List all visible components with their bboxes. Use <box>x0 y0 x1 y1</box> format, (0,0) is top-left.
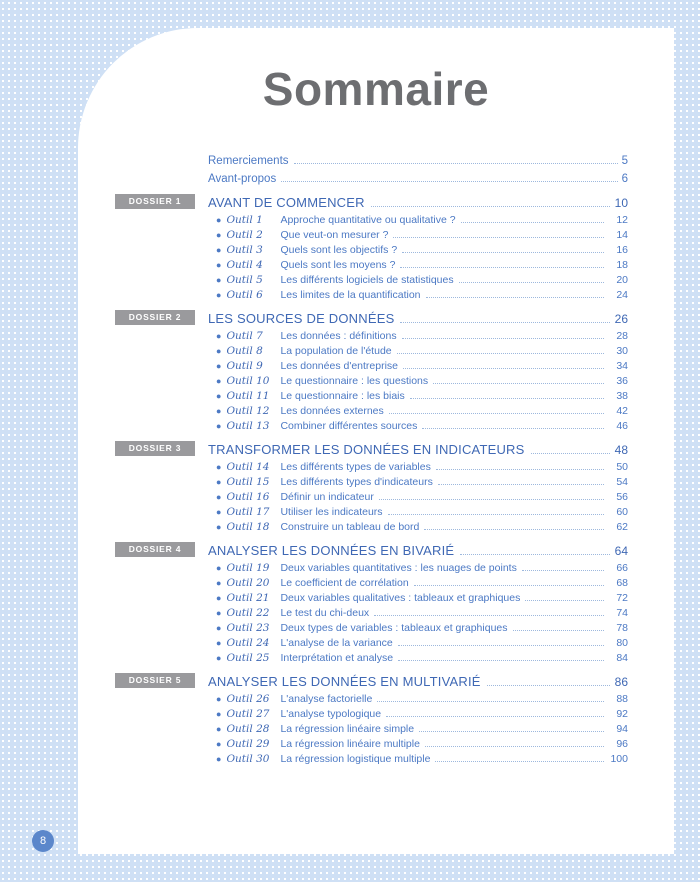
page-title: Sommaire <box>262 63 490 115</box>
leader-dots <box>414 584 604 586</box>
tool-page: 30 <box>616 345 628 357</box>
bullet-icon: ● <box>216 331 222 341</box>
list-item[interactable] <box>208 420 628 432</box>
tool-page: 100 <box>610 753 628 765</box>
list-item[interactable] <box>208 405 628 417</box>
list-item[interactable] <box>208 521 628 533</box>
tool-label: Les différents logiciels de statistiques <box>280 274 454 286</box>
bullet-icon: ● <box>216 260 222 270</box>
list-item[interactable] <box>208 592 628 604</box>
tool-number: Outil 6 <box>226 289 263 301</box>
list-item[interactable] <box>208 360 628 372</box>
tool-number: Outil 16 <box>226 491 270 503</box>
tool-number: Outil 26 <box>226 693 270 705</box>
bullet-icon: ● <box>216 653 222 663</box>
leader-dots <box>398 644 604 646</box>
tool-number: Outil 27 <box>226 708 270 720</box>
toc-entry-avant-propos[interactable] <box>208 173 628 185</box>
bullet-icon: ● <box>216 638 222 648</box>
tool-label: Les différents types d'indicateurs <box>280 476 433 488</box>
tool-label: Deux variables quantitatives : les nuages de points <box>280 562 517 574</box>
dossier-title: AVANT DE COMMENCER <box>208 195 365 210</box>
tool-label: Interprétation et analyse <box>280 652 394 664</box>
bullet-icon: ● <box>216 376 222 386</box>
tool-page: 12 <box>616 214 628 226</box>
tool-number: Outil 5 <box>226 274 263 286</box>
tool-number: Outil 23 <box>226 622 270 634</box>
tool-label: La régression logistique multiple <box>280 753 431 765</box>
list-item[interactable] <box>208 289 628 301</box>
tool-page: 84 <box>616 652 628 664</box>
table-of-contents <box>128 155 628 765</box>
tool-number: Outil 1 <box>226 214 263 226</box>
tool-number: Outil 9 <box>226 360 263 372</box>
page-number: 8 <box>32 830 54 852</box>
tool-label: Construire un tableau de bord <box>280 521 420 533</box>
leader-dots <box>397 352 604 354</box>
leader-dots <box>531 452 610 454</box>
bullet-icon: ● <box>216 522 222 532</box>
tool-page: 56 <box>616 491 628 503</box>
tool-label: Définir un indicateur <box>280 491 374 503</box>
tool-label: Le questionnaire : les questions <box>280 375 429 387</box>
tool-number: Outil 3 <box>226 244 263 256</box>
tool-page: 42 <box>616 405 628 417</box>
tool-label: Quels sont les moyens ? <box>280 259 396 271</box>
leader-dots <box>400 321 609 323</box>
leader-dots <box>425 745 604 747</box>
bullet-icon: ● <box>216 421 222 431</box>
tool-page: 20 <box>616 274 628 286</box>
tool-label: Les différents types de variables <box>280 461 431 473</box>
toc-entry-label: Remerciements <box>208 155 289 167</box>
dossier-page: 64 <box>614 544 628 558</box>
dossier-title: TRANSFORMER LES DONNÉES EN INDICATEURS <box>208 442 525 457</box>
leader-dots <box>461 221 604 223</box>
leader-dots <box>436 468 604 470</box>
toc-entry-page: 6 <box>621 173 628 185</box>
tool-number: Outil 19 <box>226 562 270 574</box>
leader-dots <box>398 659 604 661</box>
list-item[interactable] <box>208 753 628 765</box>
tool-label: Approche quantitative ou qualitative ? <box>280 214 456 226</box>
dossier-section-5 <box>128 674 628 765</box>
leader-dots <box>379 498 604 500</box>
dossier-title: ANALYSER LES DONNÉES EN BIVARIÉ <box>208 543 455 558</box>
tool-label: La population de l'étude <box>280 345 392 357</box>
leader-dots <box>487 684 610 686</box>
list-item[interactable] <box>208 577 628 589</box>
bullet-icon: ● <box>216 694 222 704</box>
list-item[interactable] <box>208 607 628 619</box>
dossier-badge: DOSSIER 5 <box>115 673 195 688</box>
leader-dots <box>388 513 604 515</box>
dossier-header[interactable] <box>128 674 628 690</box>
tool-number: Outil 8 <box>226 345 263 357</box>
tool-label: Que veut-on mesurer ? <box>280 229 389 241</box>
bullet-icon: ● <box>216 608 222 618</box>
dossier-badge: DOSSIER 4 <box>115 542 195 557</box>
leader-dots <box>424 528 604 530</box>
leader-dots <box>402 251 604 253</box>
tool-number: Outil 7 <box>226 330 263 342</box>
toc-entry-remerciements[interactable] <box>208 155 628 167</box>
tool-page: 14 <box>616 229 628 241</box>
tool-page: 92 <box>616 708 628 720</box>
tool-number: Outil 10 <box>226 375 270 387</box>
list-item[interactable] <box>208 693 628 705</box>
bullet-icon: ● <box>216 215 222 225</box>
tool-page: 16 <box>616 244 628 256</box>
list-item[interactable] <box>208 506 628 518</box>
tool-number: Outil 20 <box>226 577 270 589</box>
bullet-icon: ● <box>216 245 222 255</box>
tool-number: Outil 28 <box>226 723 270 735</box>
dossier-header[interactable] <box>128 543 628 559</box>
dossier-page: 48 <box>614 443 628 457</box>
tool-label: Deux types de variables : tableaux et graphiques <box>280 622 508 634</box>
tool-number: Outil 24 <box>226 637 270 649</box>
tool-page: 66 <box>616 562 628 574</box>
tool-label: Les données d'entreprise <box>280 360 399 372</box>
tool-number: Outil 4 <box>226 259 263 271</box>
tool-label: Utiliser les indicateurs <box>280 506 383 518</box>
dossier-section-4 <box>128 543 628 664</box>
tool-number: Outil 13 <box>226 420 270 432</box>
dossier-section-1 <box>128 195 628 301</box>
tool-number: Outil 22 <box>226 607 270 619</box>
leader-dots <box>522 569 604 571</box>
dossier-header[interactable] <box>128 195 628 211</box>
tool-label: Les limites de la quantification <box>280 289 421 301</box>
bullet-icon: ● <box>216 593 222 603</box>
bullet-icon: ● <box>216 754 222 764</box>
tool-page: 38 <box>616 390 628 402</box>
tool-page: 88 <box>616 693 628 705</box>
leader-dots <box>403 367 604 369</box>
leader-dots <box>419 730 604 732</box>
tool-number: Outil 25 <box>226 652 270 664</box>
dossier-badge: DOSSIER 3 <box>115 441 195 456</box>
tool-number: Outil 29 <box>226 738 270 750</box>
list-item[interactable] <box>208 652 628 664</box>
dossier-badge: DOSSIER 1 <box>115 194 195 209</box>
list-item[interactable] <box>208 461 628 473</box>
list-item[interactable] <box>208 244 628 256</box>
bullet-icon: ● <box>216 361 222 371</box>
toc-entry-label: Avant-propos <box>208 173 277 185</box>
leader-dots <box>281 180 617 182</box>
list-item[interactable] <box>208 622 628 634</box>
bullet-icon: ● <box>216 275 222 285</box>
tool-page: 96 <box>616 738 628 750</box>
tool-page: 54 <box>616 476 628 488</box>
tool-number: Outil 17 <box>226 506 270 518</box>
tool-page: 60 <box>616 506 628 518</box>
leader-dots <box>438 483 604 485</box>
dossier-badge: DOSSIER 2 <box>115 310 195 325</box>
tool-label: Quels sont les objectifs ? <box>280 244 398 256</box>
list-item[interactable] <box>208 330 628 342</box>
bullet-icon: ● <box>216 346 222 356</box>
tool-number: Outil 30 <box>226 753 270 765</box>
tool-page: 50 <box>616 461 628 473</box>
bullet-icon: ● <box>216 563 222 573</box>
leader-dots <box>371 205 610 207</box>
tool-label: Le test du chi-deux <box>280 607 370 619</box>
leader-dots <box>377 700 604 702</box>
list-item[interactable] <box>208 738 628 750</box>
tool-page: 74 <box>616 607 628 619</box>
leader-dots <box>393 236 604 238</box>
leader-dots <box>460 553 609 555</box>
tool-label: Les données : définitions <box>280 330 397 342</box>
list-item[interactable] <box>208 390 628 402</box>
bullet-icon: ● <box>216 391 222 401</box>
tool-label: L'analyse factorielle <box>280 693 373 705</box>
list-item[interactable] <box>208 637 628 649</box>
bullet-icon: ● <box>216 739 222 749</box>
tool-page: 78 <box>616 622 628 634</box>
bullet-icon: ● <box>216 578 222 588</box>
tool-number: Outil 2 <box>226 229 263 241</box>
tool-page: 34 <box>616 360 628 372</box>
leader-dots <box>426 296 604 298</box>
tool-page: 94 <box>616 723 628 735</box>
leader-dots <box>410 397 604 399</box>
leader-dots <box>513 629 605 631</box>
dossier-header[interactable] <box>128 442 628 458</box>
leader-dots <box>389 412 604 414</box>
tool-label: Les données externes <box>280 405 384 417</box>
tool-label: Combiner différentes sources <box>280 420 418 432</box>
dossier-section-2 <box>128 311 628 432</box>
list-item[interactable] <box>208 723 628 735</box>
tool-page: 36 <box>616 375 628 387</box>
tool-page: 18 <box>616 259 628 271</box>
tool-page: 62 <box>616 521 628 533</box>
leader-dots <box>374 614 604 616</box>
leader-dots <box>435 760 604 762</box>
tool-number: Outil 21 <box>226 592 270 604</box>
list-item[interactable] <box>208 562 628 574</box>
bullet-icon: ● <box>216 492 222 502</box>
list-item[interactable] <box>208 491 628 503</box>
dossier-section-3 <box>128 442 628 533</box>
list-item[interactable] <box>208 214 628 226</box>
dossier-page: 10 <box>614 196 628 210</box>
tool-page: 28 <box>616 330 628 342</box>
list-item[interactable] <box>208 375 628 387</box>
bullet-icon: ● <box>216 462 222 472</box>
tool-page: 46 <box>616 420 628 432</box>
tool-number: Outil 12 <box>226 405 270 417</box>
dossier-header[interactable] <box>128 311 628 327</box>
toc-entry-page: 5 <box>621 155 628 167</box>
tool-page: 80 <box>616 637 628 649</box>
leader-dots <box>400 266 604 268</box>
list-item[interactable] <box>208 274 628 286</box>
dossier-page: 26 <box>614 312 628 326</box>
leader-dots <box>386 715 604 717</box>
tool-page: 24 <box>616 289 628 301</box>
leader-dots <box>422 427 604 429</box>
list-item[interactable] <box>208 345 628 357</box>
list-item[interactable] <box>208 259 628 271</box>
tool-page: 72 <box>616 592 628 604</box>
tool-number: Outil 15 <box>226 476 270 488</box>
list-item[interactable] <box>208 229 628 241</box>
bullet-icon: ● <box>216 230 222 240</box>
dossier-title: ANALYSER LES DONNÉES EN MULTIVARIÉ <box>208 674 481 689</box>
bullet-icon: ● <box>216 290 222 300</box>
leader-dots <box>525 599 604 601</box>
leader-dots <box>459 281 604 283</box>
leader-dots <box>433 382 604 384</box>
bullet-icon: ● <box>216 477 222 487</box>
tool-label: Le coefficient de corrélation <box>280 577 409 589</box>
bullet-icon: ● <box>216 623 222 633</box>
leader-dots <box>402 337 604 339</box>
list-item[interactable] <box>208 708 628 720</box>
bullet-icon: ● <box>216 724 222 734</box>
tool-label: La régression linéaire multiple <box>280 738 420 750</box>
list-item[interactable] <box>208 476 628 488</box>
tool-label: La régression linéaire simple <box>280 723 415 735</box>
leader-dots <box>294 162 618 164</box>
tool-label: Deux variables qualitatives : tableaux et graphiques <box>280 592 521 604</box>
bullet-icon: ● <box>216 406 222 416</box>
bullet-icon: ● <box>216 709 222 719</box>
tool-label: L'analyse de la variance <box>280 637 393 649</box>
tool-label: Le questionnaire : les biais <box>280 390 405 402</box>
tool-label: L'analyse typologique <box>280 708 382 720</box>
tool-number: Outil 14 <box>226 461 270 473</box>
tool-number: Outil 11 <box>226 390 270 402</box>
tool-page: 68 <box>616 577 628 589</box>
dossier-page: 86 <box>614 675 628 689</box>
bullet-icon: ● <box>216 507 222 517</box>
dossier-title: LES SOURCES DE DONNÉES <box>208 311 395 326</box>
tool-number: Outil 18 <box>226 521 270 533</box>
